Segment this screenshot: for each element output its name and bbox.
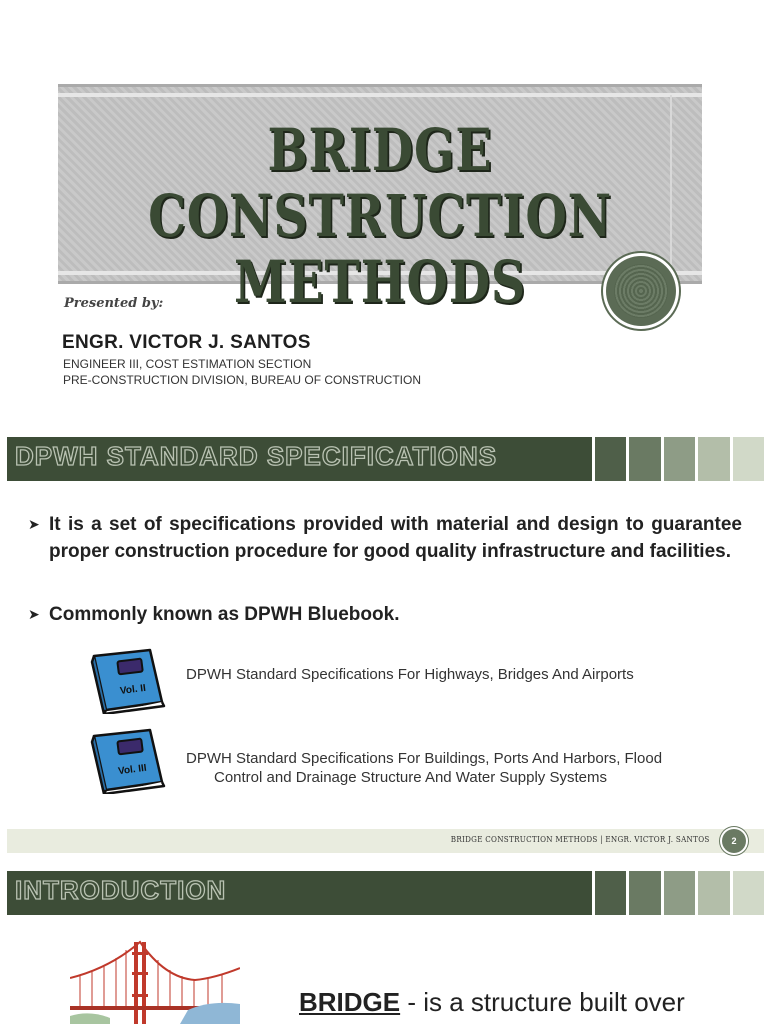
golden-gate-bridge-icon <box>70 938 240 1024</box>
book-description-line-1: DPWH Standard Specifications For Buildings, Ports And Harbors, Flood <box>186 750 663 767</box>
section-heading-introduction: INTRODUCTION <box>15 875 227 905</box>
book-description: DPWH Standard Specifications For Highways, Bridges And Airports <box>186 666 634 683</box>
bullet-text: Commonly known as DPWH Bluebook. <box>49 604 400 625</box>
book-volume-label: Vol. III <box>117 762 148 778</box>
bridge-definition-text: - is a structure built over <box>400 987 685 1017</box>
section-header-dpwh <box>7 437 764 481</box>
book-description-line-2: Control and Drainage Structure And Water Supply Systems <box>214 769 607 786</box>
page-number-badge: 2 <box>722 829 746 853</box>
presenter-role-line-2: PRE-CONSTRUCTION DIVISION, BUREAU OF CONSTRUCTION <box>63 373 422 387</box>
bullet-item: ➤ It is a set of specifications provided with material and design to guarantee proper construction procedure for good quality infrastructure and facilities. <box>28 511 742 565</box>
bullet-item: ➤ Commonly known as DPWH Bluebook. <box>28 601 742 628</box>
seal-icon <box>606 256 676 326</box>
book-icon <box>88 728 168 794</box>
presenter-role-line-1: ENGINEER III, COST ESTIMATION SECTION <box>63 357 312 371</box>
title-line-1: BRIDGE CONSTRUCTION <box>148 116 612 250</box>
bridge-definition <box>299 987 685 1018</box>
footer-text: BRIDGE CONSTRUCTION METHODS | ENGR. VICTOR J. SANTOS <box>451 835 710 844</box>
presenter-name: ENGR. VICTOR J. SANTOS <box>62 332 311 353</box>
presented-by-label: Presented by: <box>64 296 164 311</box>
slide-footer <box>7 829 764 853</box>
book-icon <box>88 648 168 714</box>
bridge-keyword: BRIDGE <box>299 987 401 1017</box>
presentation-title <box>116 117 644 315</box>
section-header-introduction <box>7 871 764 915</box>
section-heading-dpwh: DPWH STANDARD SPECIFICATIONS <box>15 441 498 471</box>
title-line-2: METHODS <box>234 248 526 316</box>
book-volume-label: Vol. II <box>119 682 147 697</box>
bullet-text: It is a set of specifications provided with material and design to guarantee proper construction procedure for good quality infrastructure and facilities. <box>49 514 742 562</box>
